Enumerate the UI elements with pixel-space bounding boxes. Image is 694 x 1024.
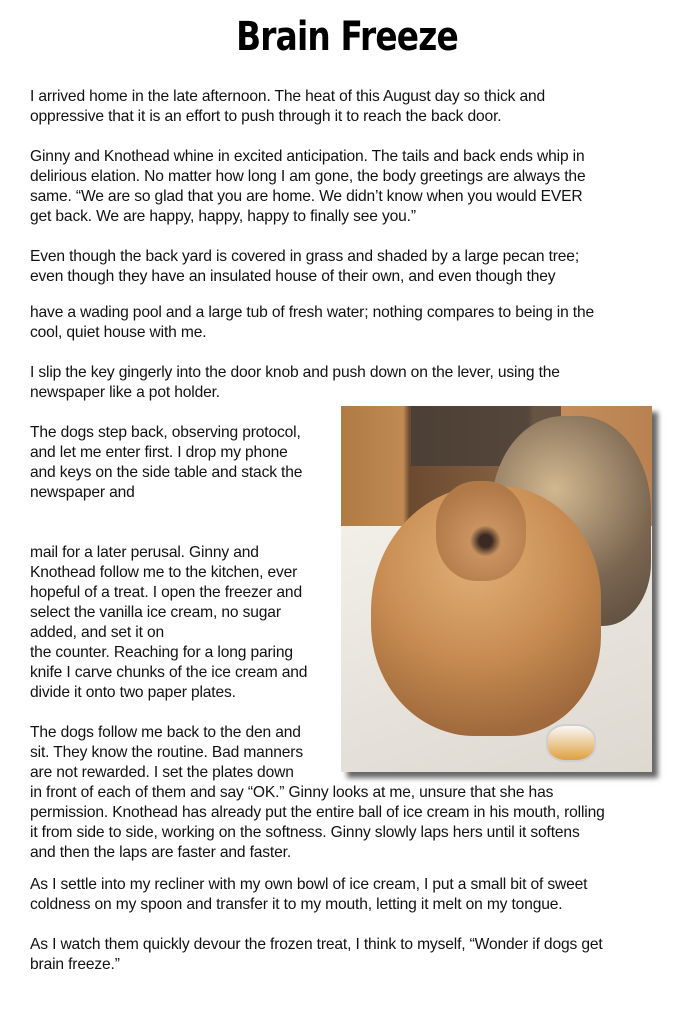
text-line: in front of each of them and say “OK.” Ginny looks at me, unsure that she has bbox=[30, 784, 554, 801]
dogs-photo bbox=[341, 406, 652, 772]
paragraph bbox=[30, 303, 594, 343]
text-line: As I settle into my recliner with my own bowl of ice cream, I put a small bit of sweet bbox=[30, 876, 588, 893]
paragraph bbox=[30, 935, 603, 975]
text-line: have a wading pool and a large tub of fresh water; nothing compares to being in the bbox=[30, 304, 595, 321]
text-line: sit. They know the routine. Bad manners bbox=[30, 744, 303, 761]
text-line: cool, quiet house with me. bbox=[30, 324, 207, 341]
text-line: are not rewarded. I set the plates down bbox=[30, 764, 294, 781]
page-title: Brain Freeze bbox=[236, 14, 458, 60]
text-line: As I watch them quickly devour the frozen treat, I think to myself, “Wonder if dogs get bbox=[30, 936, 603, 953]
paragraph bbox=[30, 247, 579, 287]
text-line: added, and set it on bbox=[30, 624, 164, 641]
paragraph bbox=[30, 543, 302, 643]
text-line: it from side to side, working on the softness. Ginny slowly laps hers until it softens bbox=[30, 824, 580, 841]
text-line: permission. Knothead has already put the entire ball of ice cream in his mouth, rolling bbox=[30, 804, 605, 821]
text-line: Ginny and Knothead whine in excited anticipation. The tails and back ends whip in bbox=[30, 148, 585, 165]
text-line: knife I carve chunks of the ice cream and bbox=[30, 664, 308, 681]
text-line: newspaper and bbox=[30, 484, 135, 501]
paragraph bbox=[30, 363, 560, 403]
paragraph bbox=[30, 643, 307, 703]
tan-dog-head bbox=[436, 481, 526, 581]
paragraph bbox=[30, 423, 302, 503]
text-line: and then the laps are faster and faster. bbox=[30, 844, 292, 861]
text-line: Even though the back yard is covered in grass and shaded by a large pecan tree; bbox=[30, 248, 580, 265]
text-line: delirious elation. No matter how long I am gone, the body greetings are always the bbox=[30, 168, 586, 185]
paragraph bbox=[30, 875, 587, 915]
text-line: even though they have an insulated house of their own, and even though they bbox=[30, 268, 556, 285]
text-line: I slip the key gingerly into the door knob and push down on the lever, using the bbox=[30, 364, 560, 381]
text-line: coldness on my spoon and transfer it to my mouth, letting it melt on my tongue. bbox=[30, 896, 563, 913]
text-line: newspaper like a pot holder. bbox=[30, 384, 220, 401]
text-line: the counter. Reaching for a long paring bbox=[30, 644, 293, 661]
text-line: The dogs follow me back to the den and bbox=[30, 724, 301, 741]
text-line: and let me enter first. I drop my phone bbox=[30, 444, 288, 461]
text-line: brain freeze.” bbox=[30, 956, 120, 973]
text-line: hopeful of a treat. I open the freezer and bbox=[30, 584, 302, 601]
text-line: and keys on the side table and stack the bbox=[30, 464, 303, 481]
text-line: divide it onto two paper plates. bbox=[30, 684, 236, 701]
text-line: select the vanilla ice cream, no sugar bbox=[30, 604, 281, 621]
text-line: mail for a later perusal. Ginny and bbox=[30, 544, 259, 561]
text-line: Knothead follow me to the kitchen, ever bbox=[30, 564, 298, 581]
paragraph bbox=[30, 147, 585, 227]
text-line: oppressive that it is an effort to push through it to reach the back door. bbox=[30, 108, 502, 125]
paragraph bbox=[30, 87, 545, 127]
text-line: same. “We are so glad that you are home. We didn’t know when you would EVER bbox=[30, 188, 583, 205]
text-line: get back. We are happy, happy, happy to finally see you.” bbox=[30, 208, 416, 225]
text-line: I arrived home in the late afternoon. The heat of this August day so thick and bbox=[30, 88, 546, 105]
water-bowl bbox=[546, 724, 596, 762]
text-line: The dogs step back, observing protocol, bbox=[30, 424, 301, 441]
